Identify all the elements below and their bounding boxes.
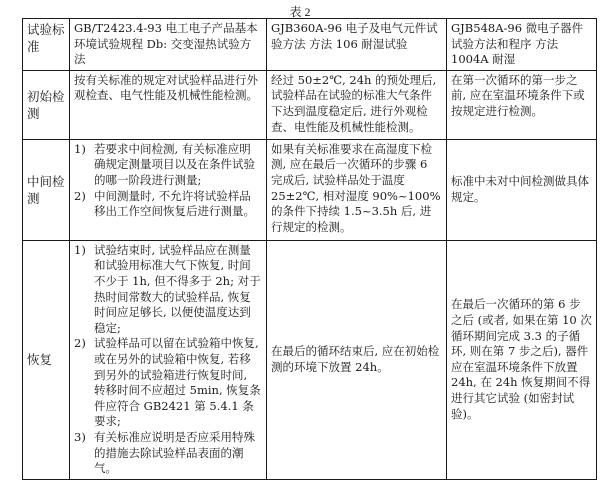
header-row [23, 19, 597, 71]
header-gb-t2423: GB/T2423.4-93 电工电子产品基本环境试验规程 Db: 交变湿热试验方法 [70, 19, 267, 71]
row-label-recovery: 恢复 [23, 240, 70, 479]
table-row [23, 70, 597, 139]
list-item [74, 189, 262, 220]
cell-gjb360-intermediate: 如果有关标准要求在高湿度下检测, 应在最后一次循环的步骤 6 完成后, 试验样品处于温度 25±2℃, 相对湿度 90%~100% 的条件下持续 1.5~3.5h 后, 进行规定的检测。 [267, 139, 447, 240]
cell-gjb360-recovery: 在最后的循环结束后, 应在初始检测的环境下放置 24h。 [267, 240, 447, 479]
cell-gjb548-recovery: 在最后一次循环的第 6 步之后 (或者, 如果在第 10 次循环期间完成 3.3 的子循环, 则在第 7 步之后), 器件应在室温环境条件下放置 24h, 在 24h 恢复期间不得进行其它试验 (如密封试验)。 [447, 240, 597, 479]
item-text: 中间测量时, 不允许将试验样品移出工作空间恢复后进行测量。 [94, 188, 255, 219]
item-text: 若要求中间检测, 有关标准应明确规定测量项目以及在条件试验的哪一阶段进行测量; [94, 141, 255, 187]
table-row [23, 240, 597, 479]
cell-gb-initial: 按有关标准的规定对试验样品进行外观检查、电气性能及机械性能检测。 [70, 70, 267, 139]
header-gjb360a: GJB360A-96 电子及电气元件试验方法 方法 106 耐湿试验 [267, 19, 447, 71]
cell-gjb360-initial: 经过 50±2℃, 24h 的预处理后, 试验样品在试验的标准大气条件下达到温度稳定后, 进行外观检查、电性能及机械性能检测。 [267, 70, 447, 139]
table-caption: 表 2 [289, 5, 311, 19]
numbered-list [74, 243, 262, 477]
item-number: 3) [74, 429, 86, 444]
table-row [23, 139, 597, 240]
cell-gb-intermediate [70, 139, 267, 240]
list-item [74, 336, 262, 430]
cell-gjb548-intermediate: 标准中未对中间检测做具体规定。 [447, 139, 597, 240]
cell-gjb548-initial: 在第一次循环的第一步之前, 应在室温环境条件下或按规定进行检测。 [447, 70, 597, 139]
item-text: 试验结束时, 试验样品应在测量和试验用标准大气下恢复, 时间不少于 1h, 但不得多于 2h; 对于热时间常数大的试验样品, 恢复时间应足够长, 以便使温度达到稳定; [94, 242, 261, 335]
row-label-intermediate: 中间检测 [23, 139, 70, 240]
row-label-initial: 初始检测 [23, 70, 70, 139]
item-number: 2) [74, 336, 86, 351]
item-text: 试验样品可以留在试验箱中恢复, 或在另外的试验箱中恢复, 若移到另外的试验箱进行恢复时间, 转移时间不应超过 5min, 恢复条件应符合 GB2421 第 5.4.1 条要求; [94, 336, 261, 429]
item-number: 2) [74, 188, 86, 203]
cell-gb-recovery [70, 240, 267, 479]
header-gjb548a: GJB548A-96 微电子器件试验方法和程序 方法 1004A 耐湿 [447, 19, 597, 71]
header-test-standard: 试验标准 [23, 19, 70, 71]
list-item [74, 243, 262, 337]
list-item [74, 142, 262, 189]
item-number: 1) [74, 242, 86, 257]
comparison-table [22, 18, 597, 480]
list-item [74, 430, 262, 477]
item-number: 1) [74, 141, 86, 156]
item-text: 有关标准应说明是否应采用特殊的措施去除试验样品表面的潮气。 [94, 429, 255, 476]
numbered-list [74, 142, 262, 220]
